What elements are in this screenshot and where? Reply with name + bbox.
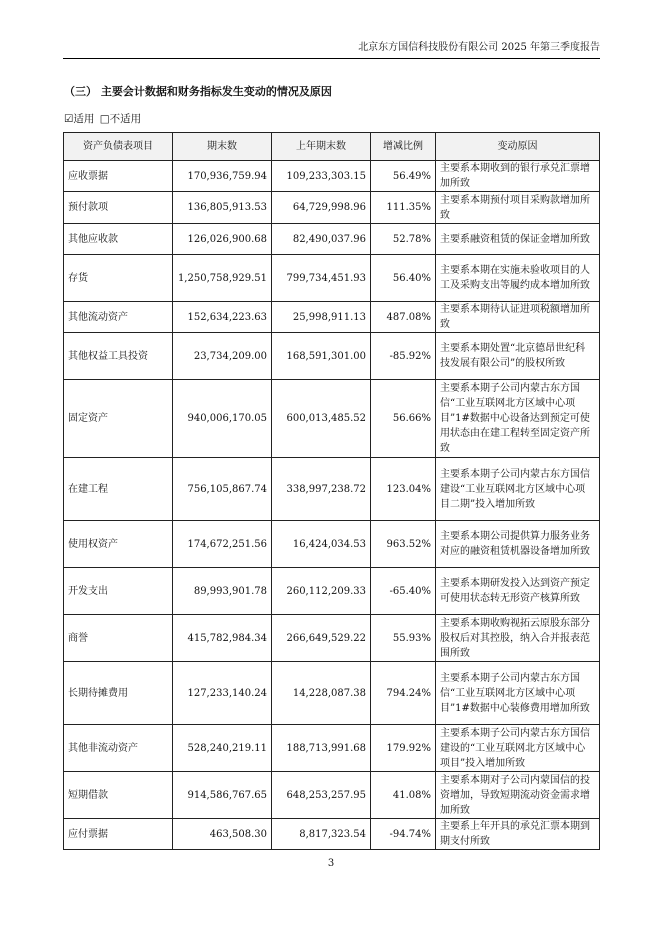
- change-ratio-cell: 487.08%: [371, 302, 436, 333]
- previous-value-cell: 266,649,529.22: [272, 615, 371, 662]
- reason-cell: 主要系本期子公司内蒙古东方国信“工业互联网北方区域中心项目”1#数据中心装修费用增加所致: [436, 662, 600, 725]
- current-value-cell: 126,026,900.68: [173, 224, 272, 255]
- item-cell: 其他非流动资产: [64, 725, 173, 772]
- reason-cell: 主要系本期收到的银行承兑汇票增加所致: [436, 161, 600, 192]
- col-header-reason: 变动原因: [436, 133, 600, 161]
- current-value-cell: 914,586,767.65: [173, 772, 272, 819]
- table-row: [64, 615, 600, 662]
- table-row: [64, 725, 600, 772]
- item-cell: 其他流动资产: [64, 302, 173, 333]
- applicability-options: [64, 111, 143, 126]
- previous-value-cell: 14,228,087.38: [272, 662, 371, 725]
- current-value-cell: 89,993,901.78: [173, 568, 272, 615]
- reason-cell: 主要系本期公司提供算力服务业务对应的融资租赁机器设备增加所致: [436, 521, 600, 568]
- table-row: [64, 192, 600, 224]
- page-number: 3: [327, 858, 335, 869]
- change-ratio-cell: 111.35%: [371, 192, 436, 224]
- previous-value-cell: 600,013,485.52: [272, 380, 371, 458]
- item-cell: 预付款项: [64, 192, 173, 224]
- change-ratio-cell: 56.66%: [371, 380, 436, 458]
- reason-cell: 主要系融资租赁的保证金增加所致: [436, 224, 600, 255]
- section-title: （三） 主要会计数据和财务指标发生变动的情况及原因: [64, 85, 332, 98]
- table-header-row: [64, 133, 600, 161]
- previous-value-cell: 64,729,998.96: [272, 192, 371, 224]
- change-ratio-cell: 123.04%: [371, 458, 436, 521]
- previous-value-cell: 168,591,301.00: [272, 333, 371, 380]
- current-value-cell: 23,734,209.00: [173, 333, 272, 380]
- table-row: [64, 819, 600, 850]
- applicable-checkbox[interactable]: ☑适用: [64, 113, 95, 125]
- current-value-cell: 528,240,219.11: [173, 725, 272, 772]
- reason-cell: 主要系本期收购视拓云原股东部分股权后对其控股，纳入合并报表范围所致: [436, 615, 600, 662]
- current-value-cell: 1,250,758,929.51: [173, 255, 272, 302]
- table-row: [64, 772, 600, 819]
- table-row: [64, 521, 600, 568]
- reason-cell: 主要系本期子公司内蒙古东方国信“工业互联网北方区域中心项目”1#数据中心设备达到预定可使用状态由在建工程转至固定资产所致: [436, 380, 600, 458]
- previous-value-cell: 109,233,303.15: [272, 161, 371, 192]
- current-value-cell: 152,634,223.63: [173, 302, 272, 333]
- reason-cell: 主要系本期预付项目采购款增加所致: [436, 192, 600, 224]
- reason-cell: 主要系本期在实施未验收项目的人工及采购支出等履约成本增加所致: [436, 255, 600, 302]
- previous-value-cell: 8,817,323.54: [272, 819, 371, 850]
- change-ratio-cell: 179.92%: [371, 725, 436, 772]
- col-header-item: 资产负债表项目: [64, 133, 173, 161]
- previous-value-cell: 338,997,238.72: [272, 458, 371, 521]
- table-row: [64, 333, 600, 380]
- col-header-previous: 上年期末数: [272, 133, 371, 161]
- previous-value-cell: 188,713,991.68: [272, 725, 371, 772]
- current-value-cell: 415,782,984.34: [173, 615, 272, 662]
- item-cell: 存货: [64, 255, 173, 302]
- balance-sheet-change-table: [63, 132, 600, 850]
- item-cell: 固定资产: [64, 380, 173, 458]
- reason-cell: 主要系本期研发投入达到资产预定可使用状态转无形资产核算所致: [436, 568, 600, 615]
- col-header-current: 期末数: [173, 133, 272, 161]
- reason-cell: 主要系本期子公司内蒙古东方国信建设“工业互联网北方区域中心项目二期”投入增加所致: [436, 458, 600, 521]
- previous-value-cell: 25,998,911.13: [272, 302, 371, 333]
- change-ratio-cell: 963.52%: [371, 521, 436, 568]
- change-ratio-cell: -65.40%: [371, 568, 436, 615]
- current-value-cell: 136,805,913.53: [173, 192, 272, 224]
- table-row: [64, 568, 600, 615]
- table-row: [64, 161, 600, 192]
- current-value-cell: 170,936,759.94: [173, 161, 272, 192]
- table-row: [64, 224, 600, 255]
- item-cell: 开发支出: [64, 568, 173, 615]
- current-value-cell: 940,006,170.05: [173, 380, 272, 458]
- reason-cell: 主要系上年开具的承兑汇票本期到期支付所致: [436, 819, 600, 850]
- reason-cell: 主要系本期处置“北京德昂世纪科技发展有限公司”的股权所致: [436, 333, 600, 380]
- item-cell: 应付票据: [64, 819, 173, 850]
- item-cell: 应收票据: [64, 161, 173, 192]
- item-cell: 使用权资产: [64, 521, 173, 568]
- previous-value-cell: 16,424,034.53: [272, 521, 371, 568]
- previous-value-cell: 648,253,257.95: [272, 772, 371, 819]
- table-row: [64, 458, 600, 521]
- change-ratio-cell: -94.74%: [371, 819, 436, 850]
- reason-cell: 主要系本期对子公司内蒙国信的投资增加，导致短期流动资金需求增加所致: [436, 772, 600, 819]
- change-ratio-cell: -85.92%: [371, 333, 436, 380]
- change-ratio-cell: 56.40%: [371, 255, 436, 302]
- page-header: 北京东方国信科技股份有限公司 2025 年第三季度报告: [63, 38, 600, 59]
- table-row: [64, 662, 600, 725]
- current-value-cell: 127,233,140.24: [173, 662, 272, 725]
- previous-value-cell: 82,490,037.96: [272, 224, 371, 255]
- current-value-cell: 756,105,867.74: [173, 458, 272, 521]
- current-value-cell: 174,672,251.56: [173, 521, 272, 568]
- col-header-change: 增减比例: [371, 133, 436, 161]
- change-ratio-cell: 52.78%: [371, 224, 436, 255]
- current-value-cell: 463,508.30: [173, 819, 272, 850]
- item-cell: 短期借款: [64, 772, 173, 819]
- reason-cell: 主要系本期子公司内蒙古东方国信建设的“工业互联网北方区域中心项目”投入增加所致: [436, 725, 600, 772]
- item-cell: 其他应收款: [64, 224, 173, 255]
- previous-value-cell: 260,112,209.33: [272, 568, 371, 615]
- reason-cell: 主要系本期待认证进项税额增加所致: [436, 302, 600, 333]
- table-row: [64, 302, 600, 333]
- change-ratio-cell: 794.24%: [371, 662, 436, 725]
- not-applicable-checkbox[interactable]: □不适用: [99, 113, 142, 125]
- previous-value-cell: 799,734,451.93: [272, 255, 371, 302]
- change-ratio-cell: 55.93%: [371, 615, 436, 662]
- change-ratio-cell: 41.08%: [371, 772, 436, 819]
- table-row: [64, 380, 600, 458]
- item-cell: 在建工程: [64, 458, 173, 521]
- item-cell: 其他权益工具投资: [64, 333, 173, 380]
- change-ratio-cell: 56.49%: [371, 161, 436, 192]
- table-row: [64, 255, 600, 302]
- item-cell: 商誉: [64, 615, 173, 662]
- item-cell: 长期待摊费用: [64, 662, 173, 725]
